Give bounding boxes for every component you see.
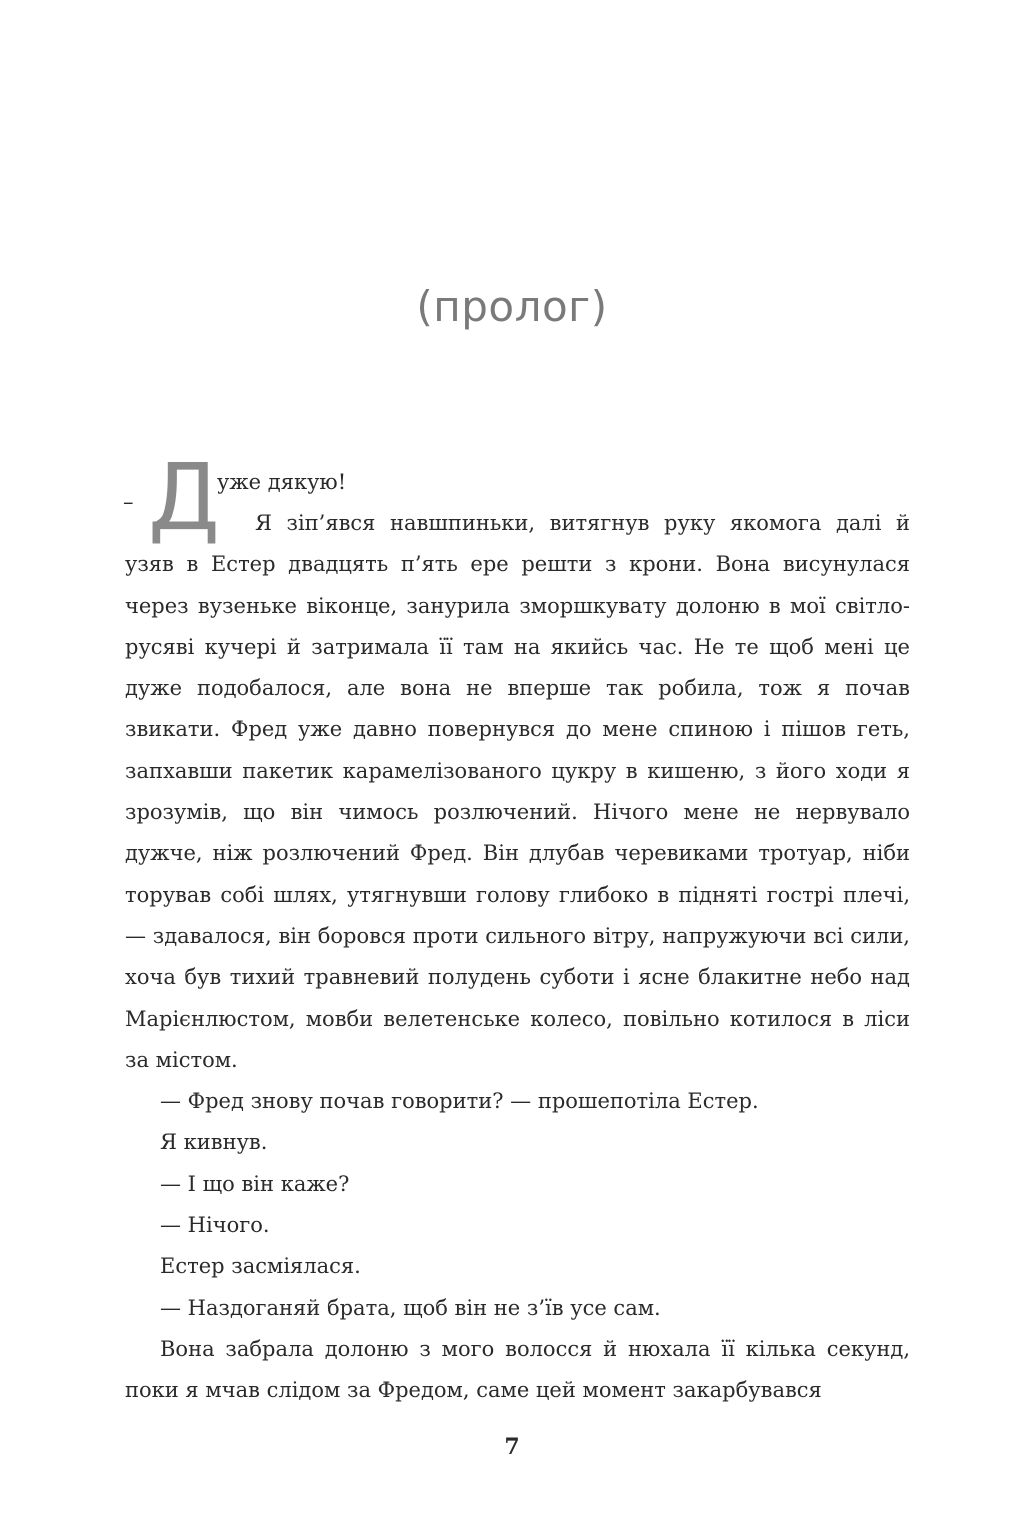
paragraph-2: — Фред знову почав говорити? — прошепотіла Естер. bbox=[160, 1089, 759, 1114]
paragraph-7: — Наздоганяй брата, щоб він не з’їв усе сам. bbox=[160, 1295, 661, 1320]
paragraph-6: Естер засміялася. bbox=[160, 1254, 361, 1279]
drop-cap-letter: Д bbox=[148, 444, 220, 551]
paragraph-1: Я зіп’явся навшпиньки, витягнув руку якомога далі й узяв в Естер двадцять п’ять ере решти з крони. Вона висунулася через вузеньке віконце, занурила зморшкувату долоню в мої світло-русяві кучері й затримала її там на якийсь час. Не те щоб мені це дуже подобалося, але вона не вперше так робила, тож я почав звикати. Фред уже давно повернувся до мене спиною і пішов геть, запхавши пакетик карамелізованого цукру в кишеню, з його ходи я зрозумів, що він чимось розлючений. Нічого мене не нервувало дужче, ніж розлючений Фред. Він длубав черевиками тротуар, ніби торував собі шлях, утягнувши голову глибоко в підняті гострі плечі, — здавалося, він боровся проти сильного вітру, напружуючи всі сили, хоча був тихий травневий полудень суботи і ясне блакитне небо над Марієнлюстом, мовби велетенське колесо, повільно котилося в ліси за містом. bbox=[125, 511, 910, 1072]
paragraph-8: Вона забрала долоню з мого волосся й нюхала її кілька секунд, поки я мчав слідом за Фредом, саме цей момент закарбувався bbox=[125, 1336, 910, 1403]
paragraph-5: — Нічого. bbox=[160, 1213, 270, 1238]
paragraph-4: — І що він каже? bbox=[160, 1171, 350, 1196]
body-text bbox=[125, 503, 910, 1412]
page-number: 7 bbox=[504, 1434, 520, 1460]
opening-first-line: уже дякую! bbox=[217, 470, 347, 494]
chapter-title: (пролог) bbox=[416, 282, 608, 331]
opening-dash: – bbox=[123, 490, 134, 514]
paragraph-3: Я кивнув. bbox=[160, 1130, 268, 1155]
